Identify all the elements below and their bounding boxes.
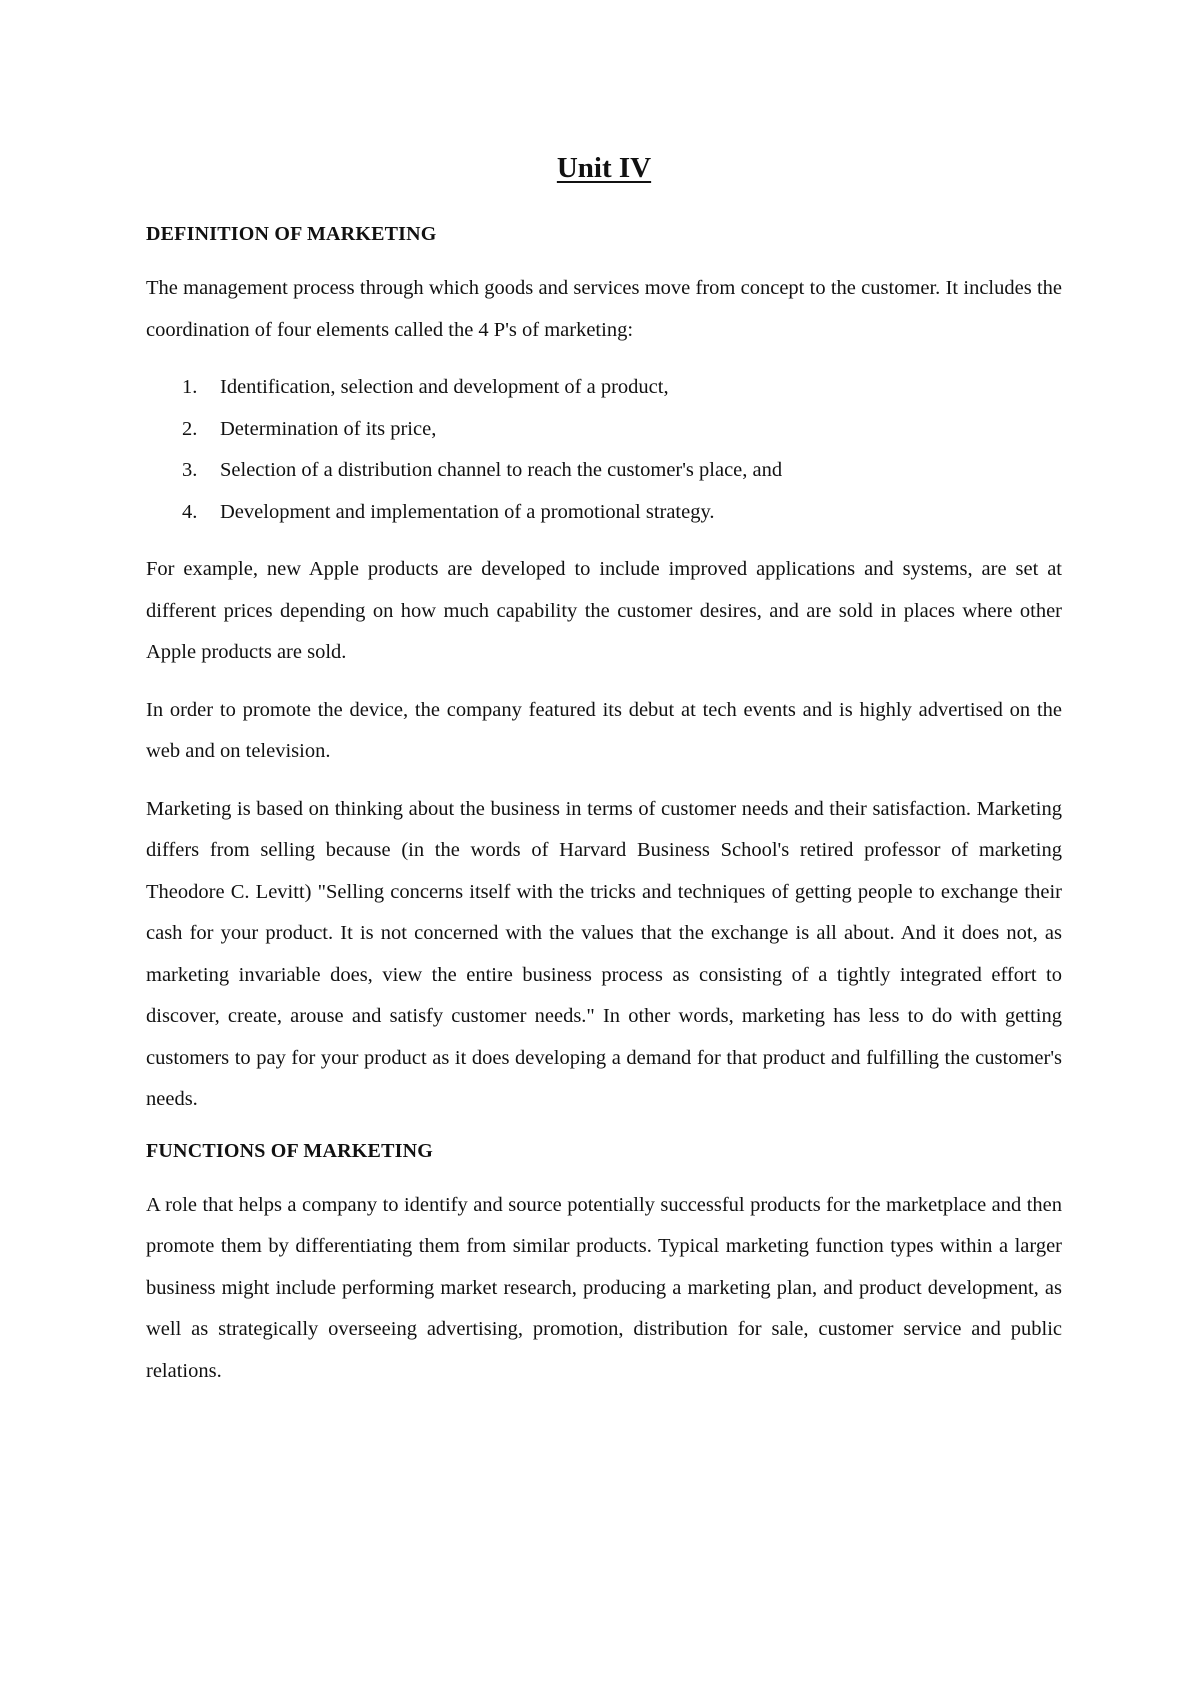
- list-item-number: 1.: [182, 376, 198, 398]
- list-item: [146, 450, 1062, 492]
- list-item-text: Selection of a distribution channel to reach the customer's place, and: [220, 459, 783, 481]
- section-heading-functions: FUNCTIONS OF MARKETING: [146, 1139, 434, 1162]
- functions-paragraph: A role that helps a company to identify and source potentially successful products for the marketplace and then promote them by differentiating them from similar products. Typical marketing function types within a larger business might include performing market research, producing a marketing plan, and product development, as well as strategically overseeing advertising, promotion, distribution for sale, customer service and public relations.: [146, 1193, 1062, 1382]
- list-item: [146, 492, 1062, 534]
- list-item-number: 3.: [182, 459, 198, 481]
- section-heading-definition: DEFINITION OF MARKETING: [146, 223, 437, 245]
- unit-title: Unit IV: [556, 152, 652, 184]
- section-definition: [146, 220, 1062, 1121]
- list-item: [146, 409, 1062, 451]
- promotion-paragraph: In order to promote the device, the company featured its debut at tech events and is highly advertised on the web and on television.: [146, 698, 1062, 762]
- apple-example-paragraph: For example, new Apple products are developed to include improved applications and systems, are set at different prices depending on how much capability the customer desires, and are sold in places where other Apple products are sold.: [146, 558, 1062, 663]
- list-item: [146, 367, 1062, 409]
- list-item-number: 2.: [182, 417, 198, 440]
- section-functions: [146, 1137, 1062, 1393]
- list-item-text: Identification, selection and development of a product,: [220, 376, 669, 398]
- definition-intro-paragraph: The management process through which goods and services move from concept to the customer. It includes the coordination of four elements called the 4 P's of marketing:: [146, 277, 1062, 341]
- document-page: [146, 150, 1062, 1408]
- list-item-number: 4.: [182, 500, 198, 523]
- list-item-text: Development and implementation of a promotional strategy.: [220, 500, 715, 523]
- list-item-text: Determination of its price,: [220, 417, 437, 440]
- levitt-quote-paragraph: Marketing is based on thinking about the business in terms of customer needs and their satisfaction. Marketing differs from selling because (in the words of Harvard Business School's retired professor of marketing Theodore C. Levitt) "Selling concerns itself with the tricks and techniques of getting people to exchange their cash for your product. It is not concerned with the values that the exchange is all about. And it does not, as marketing invariable does, view the entire business process as consisting of a tightly integrated effort to discover, create, arouse and satisfy customer needs." In other words, marketing has less to do with getting customers to pay for your product as it does developing a demand for that product and fulfilling the customer's needs.: [146, 797, 1062, 1110]
- four-ps-list: [146, 367, 1062, 533]
